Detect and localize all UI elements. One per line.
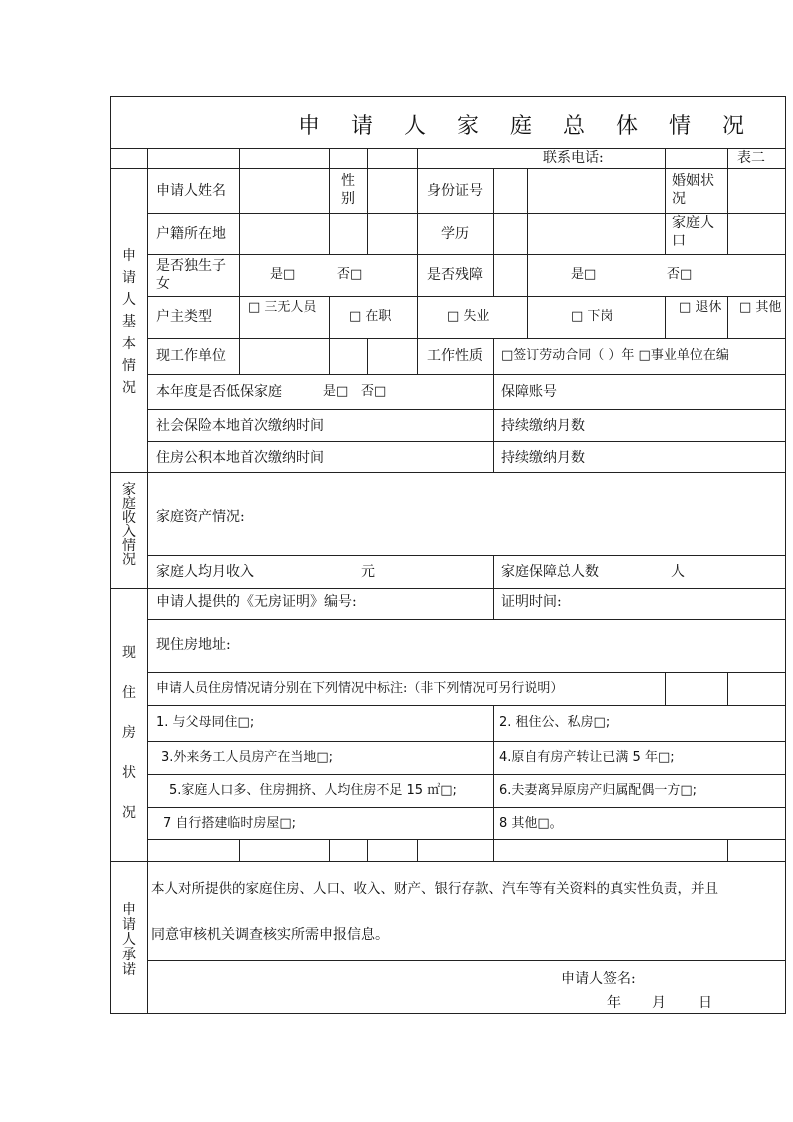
type-retired-checkbox[interactable]: □ 退休 (679, 300, 722, 315)
label-avg-income: 家庭人均月收入 (156, 564, 254, 580)
label-signature: 申请人签名: (561, 971, 636, 987)
section-pledge: 申请人承诺 (122, 902, 136, 978)
label-no-house-cert: 申请人提供的《无房证明》编号: (156, 594, 357, 610)
label-low-income-family: 本年度是否低保家庭 (156, 384, 282, 400)
label-only-child: 是否独生子女 (156, 258, 226, 292)
label-family-population: 家庭人口 (672, 215, 714, 249)
disabled-yes-checkbox[interactable]: 是□ (571, 267, 597, 282)
type-other-checkbox[interactable]: □ 其他 (739, 300, 782, 315)
label-marital: 婚姻状况 (672, 173, 714, 207)
label-social-insurance: 社会保险本地首次缴纳时间 (156, 418, 324, 434)
type-unemployed-checkbox[interactable]: □ 失业 (447, 309, 490, 324)
type-employed-checkbox[interactable]: □ 在职 (349, 309, 392, 324)
table-number: 表二 (737, 150, 765, 166)
label-hukou: 户籍所在地 (156, 226, 226, 242)
unit-people: 人 (671, 564, 685, 580)
low-income-yes-checkbox[interactable]: 是□ (323, 384, 349, 399)
disabled-no-checkbox[interactable]: 否□ (667, 267, 693, 282)
label-household-head-type: 户主类型 (156, 309, 212, 325)
label-year: 年 (607, 995, 621, 1011)
pledge-text-line2: 同意审核机关调查核实所需申报信息。 (151, 927, 389, 943)
only-child-yes-checkbox[interactable]: 是□ (270, 267, 296, 282)
unit-yuan: 元 (361, 564, 375, 580)
housing-option-2[interactable]: 2. 租住公、私房□; (499, 715, 611, 730)
housing-option-1[interactable]: 1. 与父母同住□; (156, 715, 255, 730)
contact-phone-label: 联系电话: (543, 150, 604, 166)
label-name: 申请人姓名 (156, 183, 226, 199)
label-work-nature: 工作性质 (427, 348, 483, 364)
label-cert-time: 证明时间: (501, 594, 562, 610)
label-guarantee-account: 保障账号 (501, 384, 557, 400)
type-laid-off-checkbox[interactable]: □ 下岗 (571, 309, 614, 324)
work-nature-options[interactable]: □签订劳动合同（ ）年 □事业单位在编 (501, 348, 729, 363)
section-housing: 现住房状况 (122, 645, 136, 821)
section-basic-info: 申请人基本情况 (122, 248, 136, 396)
label-fund-months: 持续缴纳月数 (501, 450, 585, 466)
label-social-months: 持续缴纳月数 (501, 418, 585, 434)
low-income-no-checkbox[interactable]: 否□ (361, 384, 387, 399)
housing-option-7[interactable]: 7 自行搭建临时房屋□; (163, 816, 297, 831)
housing-option-6[interactable]: 6.夫妻离异原房产归属配偶一方□; (499, 783, 698, 798)
housing-option-5[interactable]: 5.家庭人口多、住房拥挤、人均住房不足 15 ㎡□; (169, 783, 457, 798)
only-child-no-checkbox[interactable]: 否□ (337, 267, 363, 282)
pledge-text-line1: 本人对所提供的家庭住房、人口、收入、财产、银行存款、汽车等有关资料的真实性负责，并且 (151, 881, 718, 897)
label-id-number: 身份证号 (427, 183, 483, 199)
label-current-address: 现住房地址: (156, 637, 231, 653)
housing-option-4[interactable]: 4.原自有房产转让已满 5 年□; (499, 750, 675, 765)
label-family-assets: 家庭资产情况: (156, 509, 245, 525)
label-employer: 现工作单位 (156, 348, 226, 364)
label-gender: 性别 (341, 173, 355, 207)
label-guarantee-count: 家庭保障总人数 (501, 564, 599, 580)
housing-instruction: 申请人员住房情况请分别在下列情况中标注:（非下列情况可另行说明） (156, 681, 564, 696)
section-income: 家庭收入情况 (122, 482, 136, 568)
label-disabled: 是否残障 (427, 267, 483, 283)
label-month: 月 (652, 995, 666, 1011)
form-title: 申 请 人 家 庭 总 体 情 况 (298, 114, 756, 139)
label-education: 学历 (441, 226, 469, 242)
housing-option-3[interactable]: 3.外来务工人员房产在当地□; (161, 750, 334, 765)
label-housing-fund: 住房公积本地首次缴纳时间 (156, 450, 324, 466)
type-no-income-checkbox[interactable]: □ 三无人员 (248, 300, 317, 315)
housing-option-8[interactable]: 8 其他□。 (499, 816, 563, 831)
application-form (110, 96, 786, 1014)
label-day: 日 (698, 995, 712, 1011)
